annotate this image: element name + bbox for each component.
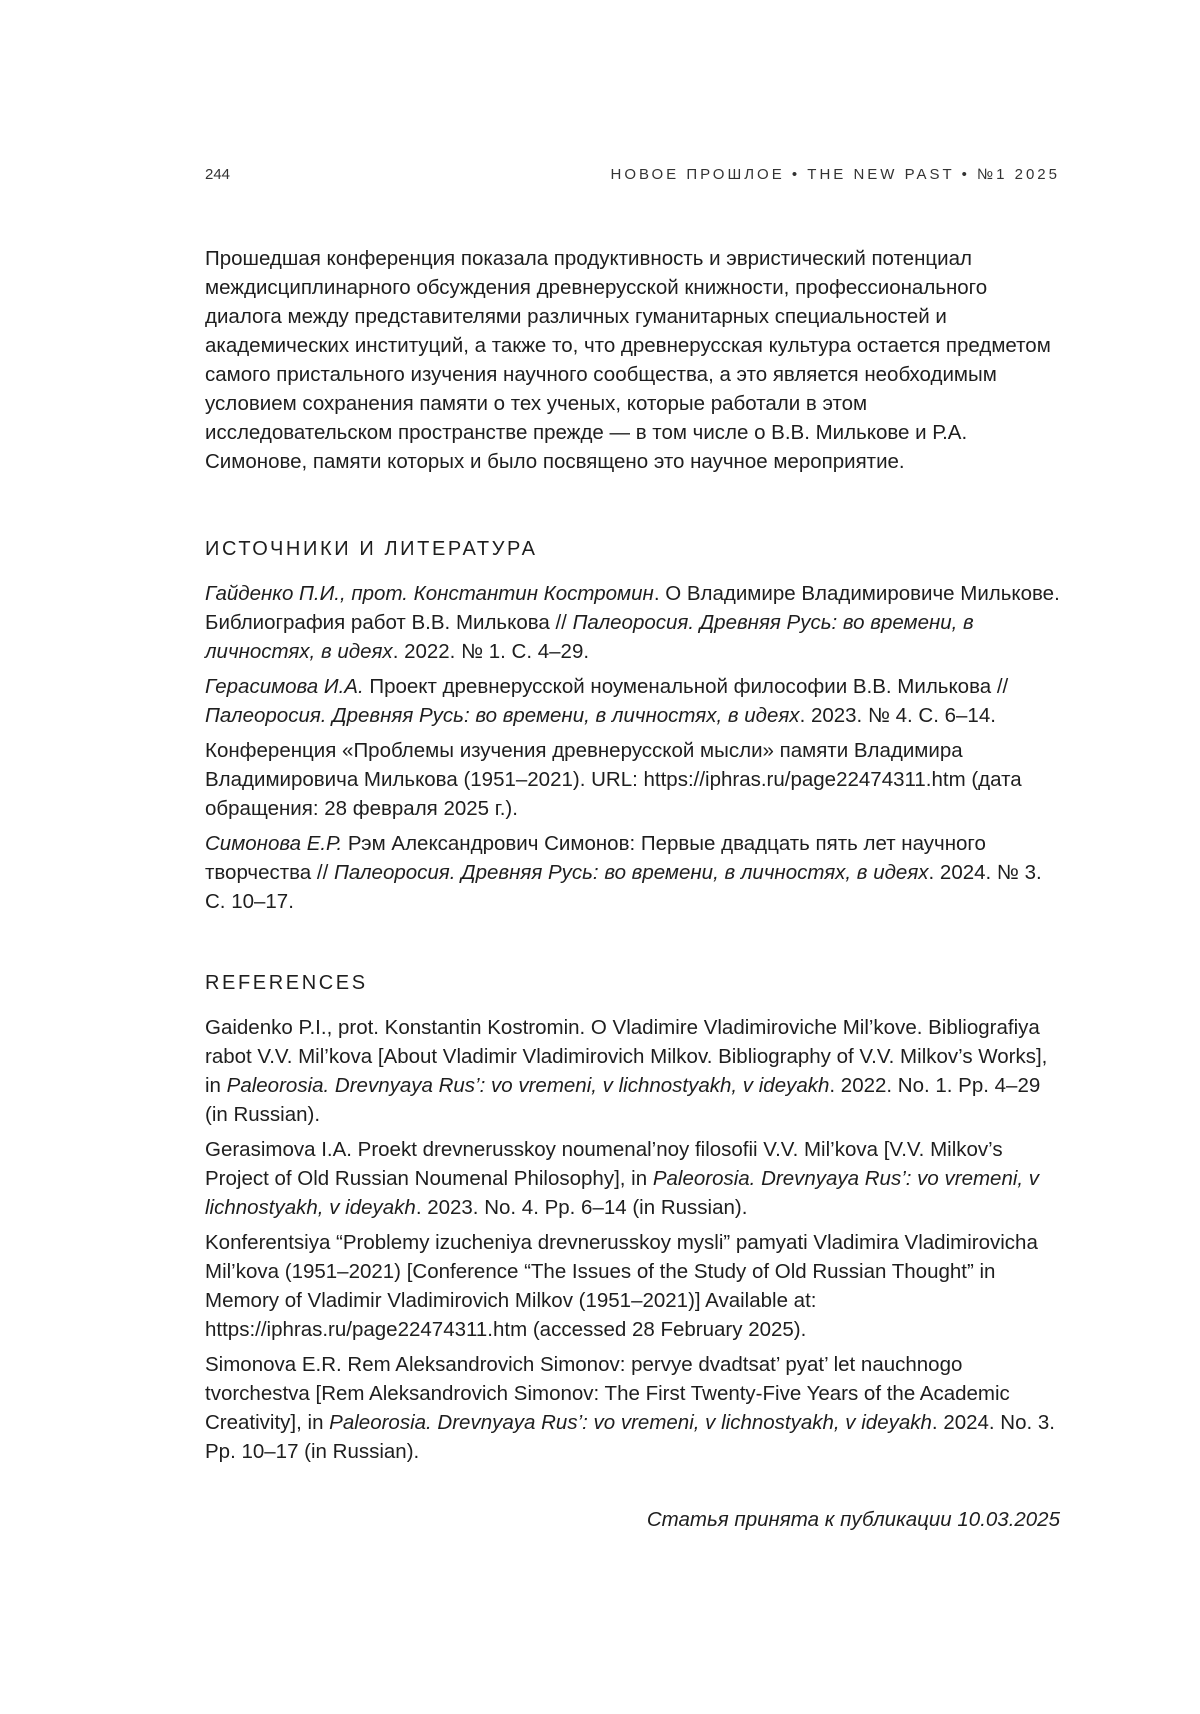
page-number: 244 [205, 166, 231, 183]
reference-issue: . 2023. No. 4. Pp. 6–14 (in Russian). [415, 1196, 748, 1219]
reference-issue: . 2024. No. 3. Pp. 10–17 (in Russian). [205, 1411, 1056, 1463]
reference-title: Simonova E.R. Rem Aleksandrovich Simonov: pervye dvadtsat’ pyat’ let nauchnogo tvorchestva [Rem Aleksandrovich Simonov: The First Twenty-Five Years of the Academic Creativity], in [205, 1353, 1010, 1434]
journal-title: НОВОЕ ПРОШЛОЕ • THE NEW PAST • №1 2025 [610, 166, 1060, 183]
reference-item-3 [205, 1228, 1060, 1344]
sources-heading: ИСТОЧНИКИ И ЛИТЕРАТУРА [205, 538, 538, 560]
source-title: . О Владимире Владимировиче Милькове. Библиография работ В.В. Милькова // [205, 582, 1060, 634]
reference-item-1 [205, 1013, 1060, 1129]
reference-journal: Paleorosia. Drevnyaya Rus’: vo vremeni, v lichnostyakh, v ideyakh [226, 1074, 830, 1097]
source-title: Проект древнерусской ноуменальной философии В.В. Милькова // [363, 675, 1009, 698]
source-title: Конференция «Проблемы изучения древнерусской мысли» памяти Владимира Владимировича Милькова (1951–2021). URL: https://iphras.ru/page22474311.htm (дата обращения: 28 февраля 2025 г.). [205, 739, 1022, 820]
references-list [205, 1013, 1060, 1466]
reference-item-4 [205, 1350, 1060, 1466]
conclusion-paragraph: Прошедшая конференция показала продуктивность и эвристический потенциал междисциплинарного обсуждения древнерусской книжности, профессионального диалога между представителями различных гуманитарных специальностей и академических институций, а также то, что древнерусская культура остается предметом самого пристального изучения научного сообщества, а это является необходимым условием сохранения памяти о тех ученых, которые работали в этом исследовательском пространстве прежде — в том числе о В.В. Милькове и Р.А. Симонове, памяти которых и было посвящено это научное мероприятие. [205, 247, 1051, 473]
source-journal: Палеоросия. Древняя Русь: во времени, в личностях, в идеях [205, 611, 974, 663]
source-title: Рэм Александрович Симонов: Первые двадцать пять лет научного творчества // [205, 832, 986, 884]
source-journal: Палеоросия. Древняя Русь: во времени, в личностях, в идеях [333, 861, 929, 884]
reference-issue: . 2022. No. 1. Pp. 4–29 (in Russian). [205, 1074, 1041, 1126]
source-item-1 [205, 579, 1060, 666]
reference-title: Gerasimova I.A. Proekt drevnerusskoy noumenal’noy filosofii V.V. Mil’kova [V.V. Milkov’s Project of Old Russian Noumenal Philosophy], in [205, 1138, 1003, 1190]
reference-item-2 [205, 1135, 1060, 1222]
source-item-3 [205, 736, 1060, 823]
sources-list [205, 579, 1060, 916]
source-issue: . 2022. № 1. С. 4–29. [392, 640, 590, 663]
source-journal: Палеоросия. Древняя Русь: во времени, в личностях, в идеях [205, 704, 800, 727]
source-author: Симонова Е.Р. [205, 832, 343, 855]
source-issue: . 2024. № 3. С. 10–17. [205, 861, 1042, 913]
source-author: Гайденко П.И., прот. Константин Костромин [205, 582, 654, 605]
accepted-note: Статья принята к публикации 10.03.2025 [646, 1508, 1060, 1531]
article-content [205, 244, 1060, 1472]
source-item-4 [205, 829, 1060, 916]
reference-title: Gaidenko P.I., prot. Konstantin Kostromin. O Vladimire Vladimiroviche Mil’kove. Bibliografiya rabot V.V. Mil’kova [About Vladimir Vladimirovich Milkov. Bibliography of V.V. Milkov’s Works], in [205, 1016, 1048, 1097]
references-heading: REFERENCES [205, 972, 368, 994]
source-issue: . 2023. № 4. С. 6–14. [799, 704, 996, 727]
source-author: Герасимова И.А. [205, 675, 364, 698]
source-item-2 [205, 672, 1060, 730]
reference-journal: Paleorosia. Drevnyaya Rus’: vo vremeni, v lichnostyakh, v ideyakh [205, 1167, 1040, 1219]
reference-title: Konferentsiya “Problemy izucheniya drevnerusskoy mysli” pamyati Vladimira Vladimirovicha Mil’kova (1951–2021) [Conference “The Issues of the Study of Old Russian Thought” in Memory of Vladimir Vladimirovich Milkov (1951–2021)] Available at: https://iphras.ru/page22474311.htm (accessed 28 February 2025). [205, 1231, 1038, 1341]
reference-journal: Paleorosia. Drevnyaya Rus’: vo vremeni, v lichnostyakh, v ideyakh [329, 1411, 932, 1434]
